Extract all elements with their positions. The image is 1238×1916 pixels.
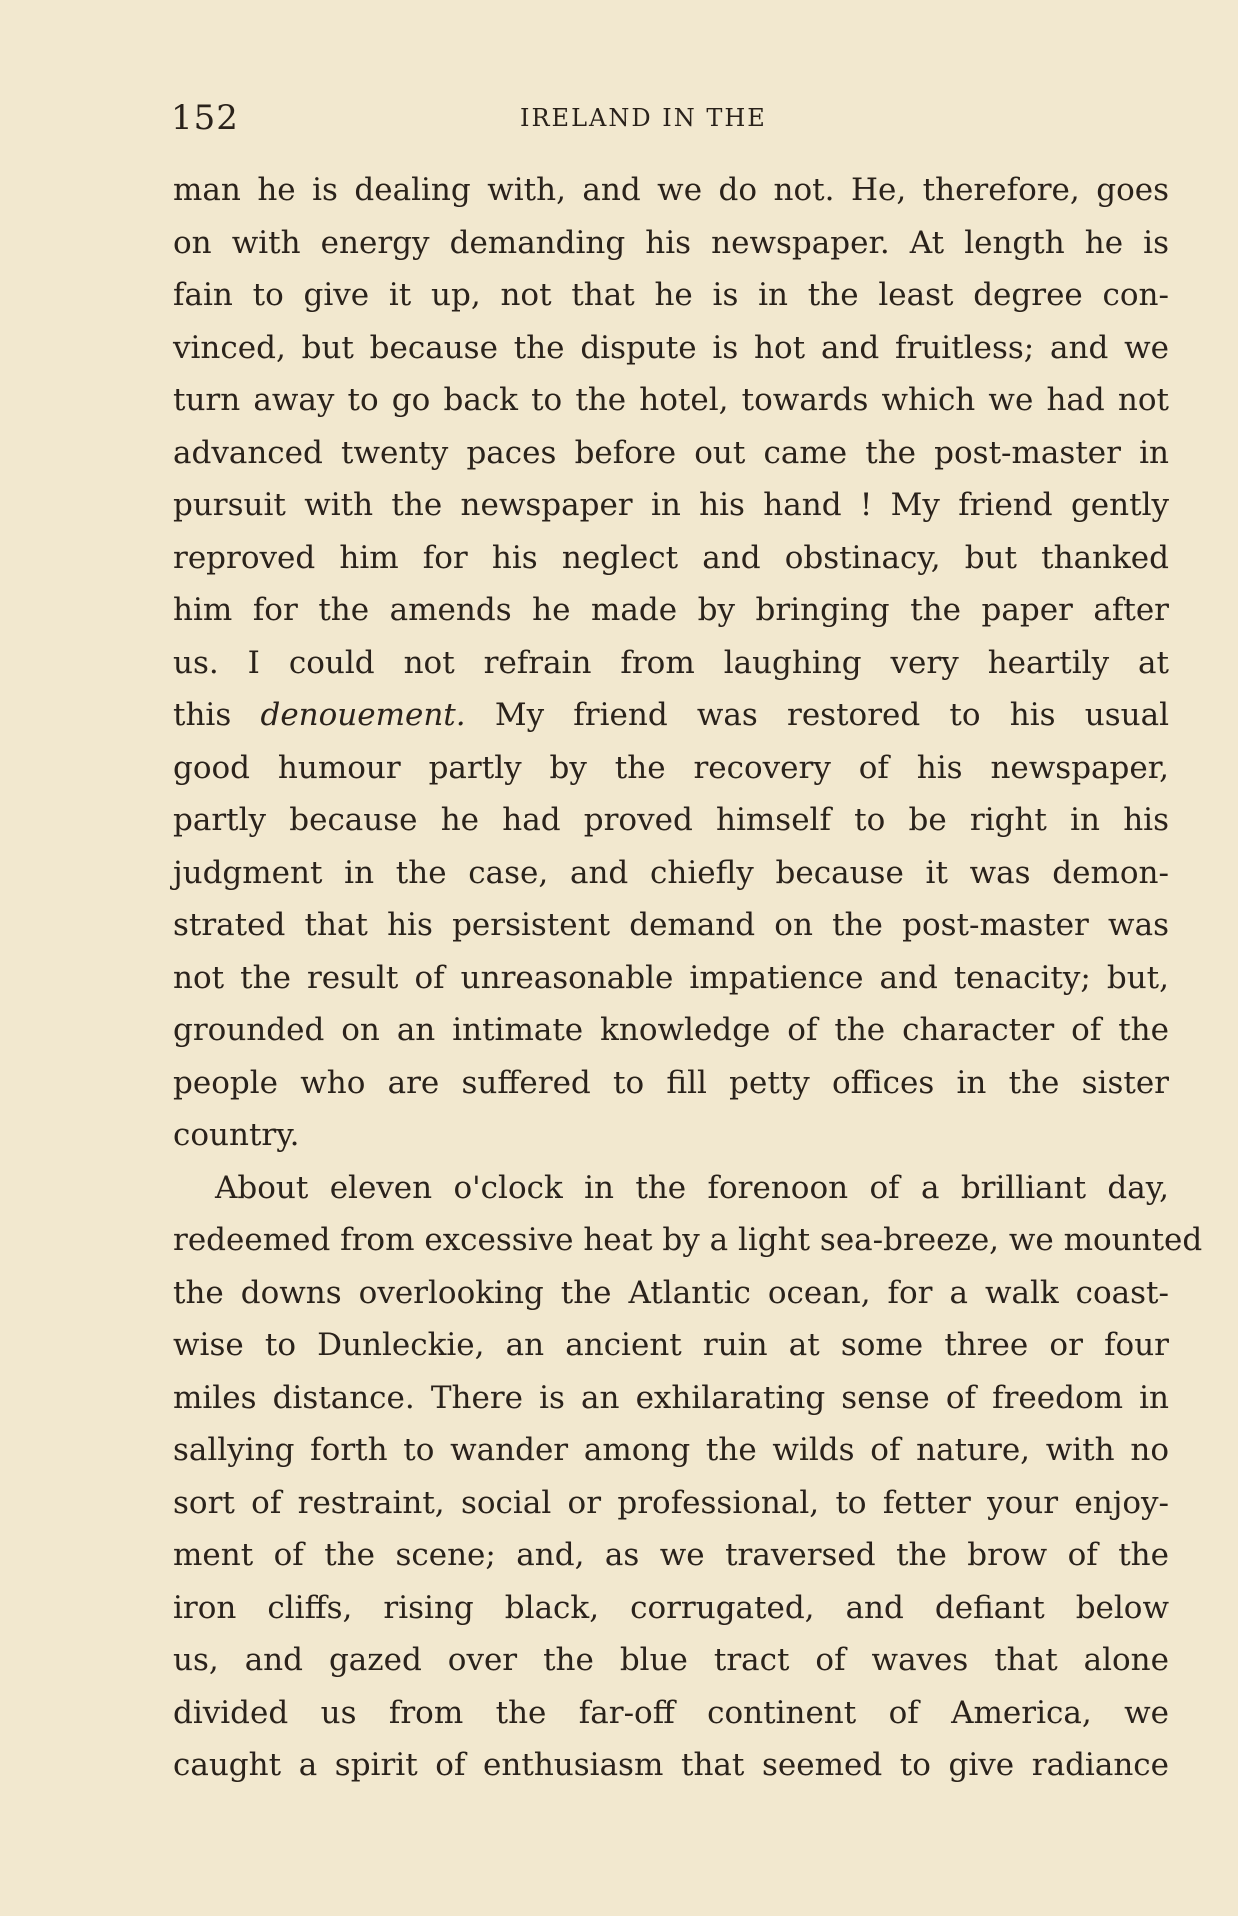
text-line: on with energy demanding his newspaper. At length he is (173, 224, 1169, 261)
text-line: sallying forth to wander among the wilds of nature, with no (173, 1432, 1169, 1468)
text-line: reproved him for his neglect and obstinacy, but thanked (173, 539, 1169, 576)
italic-word: denouement. (260, 697, 466, 733)
page-number: 152 (171, 98, 239, 138)
text-line: fain to give it up, not that he is in the least degree con- (173, 277, 1169, 313)
text-line: miles distance. There is an exhilarating sense of freedom in (173, 1379, 1169, 1416)
text-line: caught a spirit of enthusiasm that seemed to give radiance (173, 1747, 1169, 1783)
text-line: pursuit with the newspaper in his hand ! My friend gently (173, 487, 1169, 523)
text-line: ment of the scene; and, as we traversed the brow of the (173, 1537, 1169, 1573)
body-text (173, 164, 1203, 1792)
text-line: us, and gazed over the blue tract of waves that alone (173, 1642, 1169, 1678)
text-line: grounded on an intimate knowledge of the character of the (173, 1012, 1169, 1048)
text-line: country. (173, 1117, 300, 1153)
text-line: not the result of unreasonable impatience and tenacity; but, (173, 959, 1169, 996)
text-line: people who are suffered to fill petty offices in the sister (173, 1064, 1169, 1101)
text-line: iron cliffs, rising black, corrugated, and defiant below (173, 1589, 1169, 1626)
text-line: turn away to go back to the hotel, towards which we had not (173, 382, 1169, 418)
running-head: IRELAND IN THE (520, 104, 767, 132)
text-line: divided us from the far-off continent of America, we (173, 1694, 1169, 1731)
text-line: wise to Dunleckie, an ancient ruin at some three or four (173, 1327, 1169, 1363)
text-line: advanced twenty paces before out came the post-master in (173, 434, 1169, 471)
text-run: this (173, 697, 261, 733)
text-line: us. I could not refrain from laughing very heartily at (173, 644, 1169, 681)
text-line: strated that his persistent demand on the post-master was (173, 907, 1169, 943)
text-line: About eleven o'clock in the forenoon of a brilliant day, (215, 1169, 1169, 1206)
text-run: My friend was restored to his usual (465, 697, 1169, 733)
text-line: sort of restraint, social or professional, to fetter your enjoy- (173, 1484, 1169, 1521)
text-line: good humour partly by the recovery of his newspaper, (173, 749, 1169, 786)
text-line: him for the amends he made by bringing the paper after (173, 592, 1169, 628)
text-line: partly because he had proved himself to be right in his (173, 802, 1169, 838)
text-line: the downs overlooking the Atlantic ocean, for a walk coast- (173, 1274, 1169, 1311)
text-line: redeemed from excessive heat by a light sea-breeze, we mounted (173, 1222, 1203, 1258)
text-line: judgment in the case, and chiefly because it was demon- (173, 854, 1169, 891)
text-line: man he is dealing with, and we do not. He, therefore, goes (173, 172, 1169, 208)
text-line (173, 689, 1169, 742)
text-line: vinced, but because the dispute is hot and fruitless; and we (173, 329, 1169, 366)
